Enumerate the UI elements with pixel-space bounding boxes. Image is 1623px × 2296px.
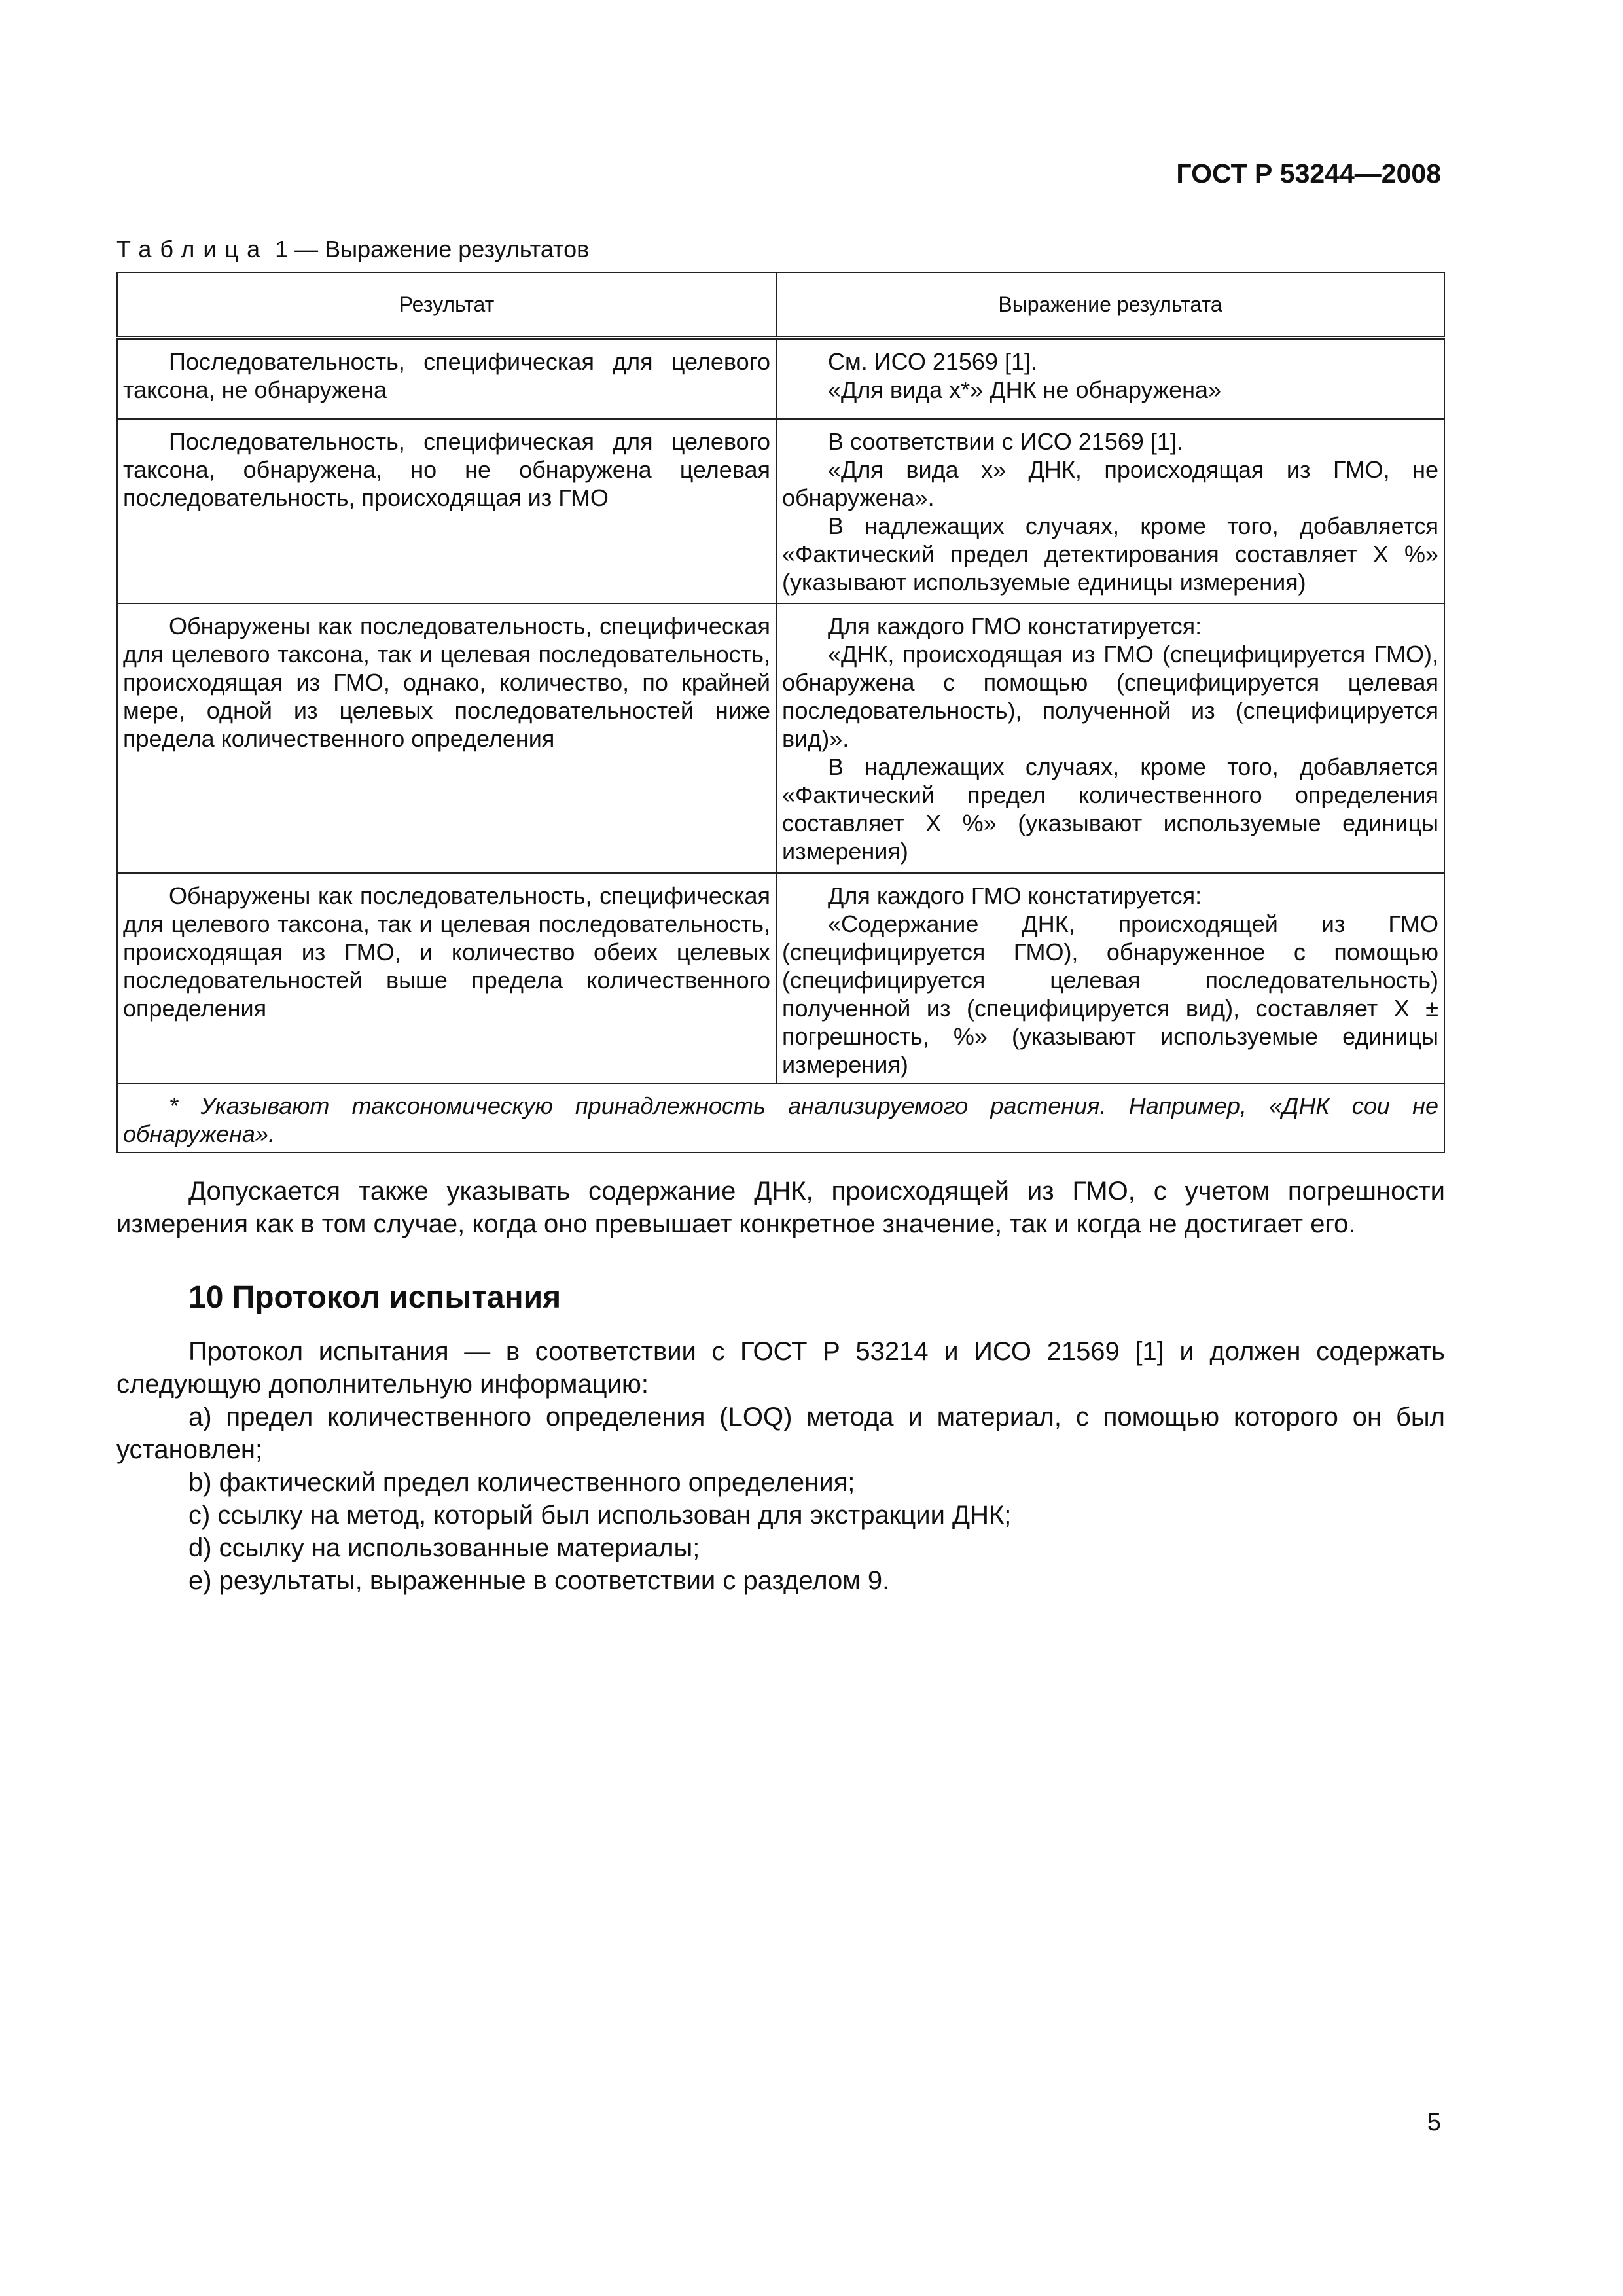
expression-text: Для каждого ГМО констатируется: — [828, 882, 1202, 909]
table-row — [117, 603, 1444, 873]
expression-text: «ДНК, происходящая из ГМО (специфицируется ГМО), обнаружена с помощью (специфицируется целевая последовательность), полученной из (специфицируется вид)». — [782, 641, 1438, 752]
result-cell — [117, 419, 776, 603]
expression-text: См. ИСО 21569 [1]. — [828, 348, 1037, 375]
expression-text: «Для вида x» ДНК, происходящая из ГМО, не обнаружена». — [782, 456, 1438, 511]
column-header-result: Результат — [117, 272, 776, 338]
document-code: ГОСТ Р 53244—2008 — [1176, 158, 1441, 188]
result-text: Обнаружены как последовательность, специфическая для целевого таксона, так и целевая последовательность, происходящая из ГМО, и количество обеих целевых последовательностей выше предела количественного определения — [123, 882, 770, 1022]
expression-cell — [776, 873, 1444, 1083]
table-footnote-row — [117, 1083, 1444, 1153]
expression-text: В соответствии с ИСО 21569 [1]. — [828, 428, 1183, 455]
table-caption-label: Таблица — [116, 236, 269, 262]
list-item: e) результаты, выраженные в соответствии с разделом 9. — [188, 1566, 890, 1595]
table-row — [117, 419, 1444, 603]
table-footnote — [117, 1083, 1444, 1153]
expression-text: В надлежащих случаях, кроме того, добавляется «Фактический предел количественного определения составляет X %» (указывают используемые единицы измерения) — [782, 753, 1438, 865]
column-header-expression: Выражение результата — [776, 272, 1444, 338]
expression-cell — [776, 603, 1444, 873]
table-caption-title: 1 — Выражение результатов — [268, 236, 590, 262]
table-header-row — [117, 272, 1444, 338]
footnote-text: * Указывают таксономическую принадлежность анализируемого растения. Например, «ДНК сои не обнаружена». — [123, 1092, 1438, 1147]
result-cell — [117, 603, 776, 873]
section-heading: 10 Протокол испытания — [188, 1280, 562, 1315]
list-item: b) фактический предел количественного определения; — [188, 1468, 855, 1497]
results-table — [116, 272, 1445, 1153]
result-text: Обнаружены как последовательность, специфическая для целевого таксона, так и целевая последовательность, происходящая из ГМО, однако, количество, по крайней мере, одной из целевых последовательностей ниже предела количественного определения — [123, 613, 770, 752]
result-cell — [117, 873, 776, 1083]
expression-cell — [776, 338, 1444, 419]
result-text: Последовательность, специфическая для целевого таксона, не обнаружена — [123, 348, 770, 403]
expression-text: «Содержание ДНК, происходящей из ГМО (специфицируется ГМО), обнаруженное с помощью (специфицируется целевая последовательность) полученной из (специфицируется вид), составляет X ± погрешность, %» (указывают используемые единицы измерения) — [782, 910, 1438, 1078]
table-row — [117, 338, 1444, 419]
table-caption — [116, 236, 589, 263]
list-item: c) ссылку на метод, который был использован для экстракции ДНК; — [188, 1501, 1012, 1530]
paragraph-after-table: Допускается также указывать содержание ДНК, происходящей из ГМО, с учетом погрешности измерения как в том случае, когда оно превышает конкретное значение, так и когда не достигает его. — [116, 1177, 1445, 1238]
section-intro: Протокол испытания — в соответствии с ГОСТ Р 53214 и ИСО 21569 [1] и должен содержать следующую дополнительную информацию: — [116, 1337, 1445, 1399]
expression-cell — [776, 419, 1444, 603]
list-item: a) предел количественного определения (LOQ) метода и материал, с помощью которого он был установлен; — [116, 1403, 1445, 1464]
page-number: 5 — [1427, 2109, 1441, 2136]
result-text: Последовательность, специфическая для целевого таксона, обнаружена, но не обнаружена целевая последовательность, происходящая из ГМО — [123, 428, 770, 511]
expression-text: «Для вида x*» ДНК не обнаружена» — [828, 376, 1222, 403]
expression-text: В надлежащих случаях, кроме того, добавляется «Фактический предел детектирования составляет X %» (указывают используемые единицы измерения) — [782, 512, 1438, 596]
list-item: d) ссылку на использованные материалы; — [188, 1534, 700, 1562]
table-row — [117, 873, 1444, 1083]
expression-text: Для каждого ГМО констатируется: — [828, 613, 1202, 639]
result-cell — [117, 338, 776, 419]
